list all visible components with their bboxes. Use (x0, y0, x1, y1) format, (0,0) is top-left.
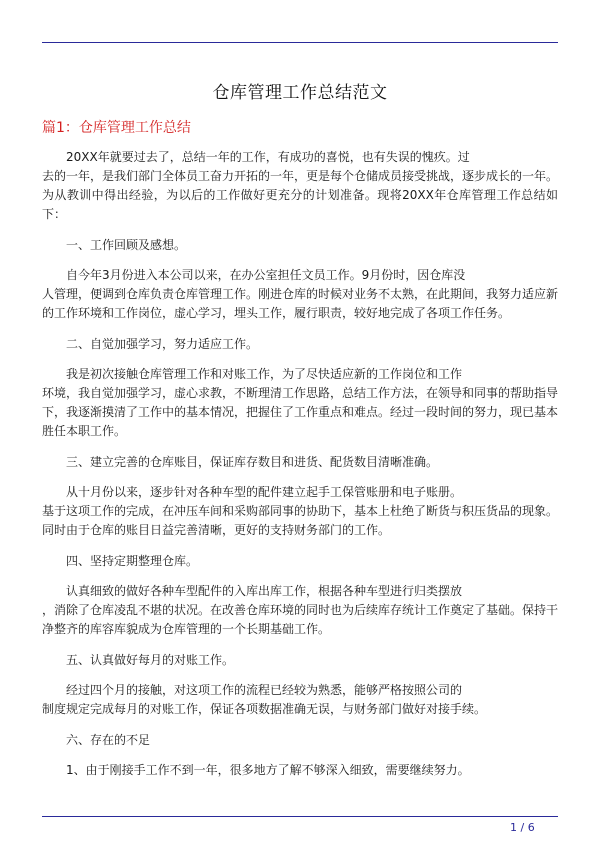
section-heading: 篇1：仓库管理工作总结 (42, 120, 191, 136)
paragraph: 从十月份以来，逐步针对各种车型的配件建立起手工保管账册和电子账册。 基于这项工作的完成，在冲压车间和采购部同事的协助下，基本上杜绝了断货与积压货品的现象。同时由于仓库的账目日益完善清晰，更好的支持财务部门的工作。 (42, 485, 559, 537)
header-rule (42, 42, 558, 43)
paragraph-heading-5: 五、认真做好每月的对账工作。 (66, 652, 235, 667)
paragraph: 我是初次接触仓库管理工作和对账工作，为了尽快适应新的工作岗位和工作 环境，我自觉加强学习，虚心求教，不断理清工作思路，总结工作方法，在领导和同事的帮助指导下，我逐渐摸清了工作中的基本情况，把握住了工作重点和难点。经过一段时间的努力，现已基本胜任本职工作。 (42, 367, 559, 438)
paragraph: 自今年3月份进入本公司以来，在办公室担任文员工作。9月份时，因仓库没 人管理，便调到仓库负责仓库管理工作。刚进仓库的时候对业务不太熟，在此期间，我努力适应新的工作环境和工作岗位，虚心学习，埋头工作，履行职责，较好地完成了各项工作任务。 (42, 268, 559, 320)
footer-rule (42, 816, 558, 817)
paragraph-heading-1: 一、工作回顾及感想。 (66, 237, 187, 252)
document-title: 仓库管理工作总结范文 (212, 83, 388, 103)
paragraph-heading-4: 四、坚持定期整理仓库。 (66, 553, 199, 568)
paragraph: 1、由于刚接手工作不到一年，很多地方了解不够深入细致，需要继续努力。 (66, 763, 470, 777)
paragraph-heading-6: 六、存在的不足 (66, 732, 151, 747)
paragraph-heading-3: 三、建立完善的仓库账目，保证库存数目和进货、配货数目清晰准确。 (66, 454, 439, 469)
page-number: 1 / 6 (510, 821, 535, 834)
paragraph: 认真细致的做好各种车型配件的入库出库工作，根据各种车型进行归类摆放 ，消除了仓库凌乱不堪的状况。在改善仓库环境的同时也为后续库存统计工作奠定了基础。保持干净整齐的库容库貌成为仓库管理的一个长期基础工作。 (42, 584, 559, 636)
paragraph-heading-2: 二、自觉加强学习，努力适应工作。 (66, 336, 259, 351)
paragraph-intro: 20XX年就要过去了，总结一年的工作，有成功的喜悦，也有失误的愧疚。过 去的一年，是我们部门全体员工奋力开拓的一年，更是每个仓储成员接受挑战，逐步成长的一年。为从教训中得出经验，为以后的工作做好更充分的计划准备。现将20XX年仓库管理工作总结如下： (42, 150, 559, 221)
document-body (42, 148, 558, 792)
paragraph: 经过四个月的接触，对这项工作的流程已经较为熟悉，能够严格按照公司的 制度规定完成每月的对账工作，保证各项数据准确无误，与财务部门做好对接手续。 (42, 683, 487, 716)
